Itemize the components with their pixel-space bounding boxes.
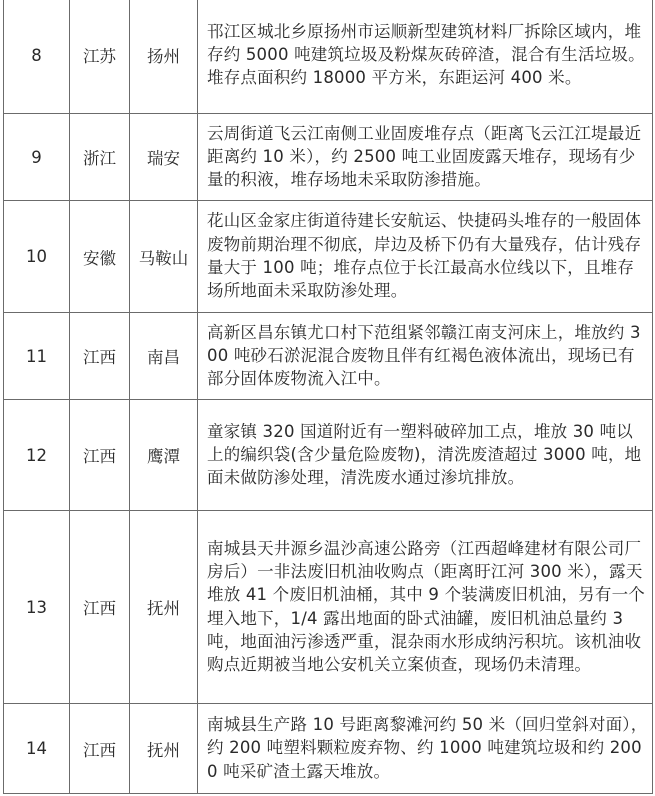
row-number: 8: [4, 0, 70, 114]
city-cell: 南昌: [130, 313, 198, 400]
table-row: [4, 313, 653, 400]
table-row: [4, 114, 653, 201]
province-cell: 江西: [70, 704, 130, 794]
province-cell: 江西: [70, 400, 130, 511]
table-row: [4, 400, 653, 511]
city-cell: 鹰潭: [130, 400, 198, 511]
city-cell: 抚州: [130, 511, 198, 704]
description-cell: [198, 201, 653, 313]
description-cell: [198, 0, 653, 114]
row-number: 10: [4, 201, 70, 313]
description-text: 云周街道飞云江南侧工业固废堆存点（距离飞云江江堤最近距离约 10 米），约 2500 吨工业固废露天堆存，现场有少量的积液，堆存场地未采取防渗措施。: [207, 123, 642, 190]
description-text: 花山区金家庄街道待建长安航运、快捷码头堆存的一般固体废物前期治理不彻底，岸边及桥下仍有大量残存，估计残存量大于 100 吨；堆存点位于长江最高水位线以下，且堆存场所地面未采取防渗处理。: [207, 211, 642, 301]
pollution-sites-table: [3, 0, 653, 794]
description-cell: [198, 704, 653, 794]
table-row: [4, 201, 653, 313]
city-cell: 扬州: [130, 0, 198, 114]
description-text: 南城县天井源乡温沙高速公路旁（江西超峰建材有限公司厂房后）一非法废旧机油收购点（距离盱江河 300 米），露天堆放 41 个废旧机油桶，其中 9 个装满废旧机油，另有一个埋入地下，1/4 露出地面的卧式油罐，废旧机油总量约 3 吨，地面油污渗透严重，混杂雨水形成纳污积坑。该机油收购点近期被当地公安机关立案侦查，现场仍未清理。: [207, 538, 645, 675]
table-row: [4, 704, 653, 794]
row-number: 14: [4, 704, 70, 794]
province-cell: 江苏: [70, 0, 130, 114]
table-row: [4, 511, 653, 704]
row-number: 12: [4, 400, 70, 511]
city-cell: 抚州: [130, 704, 198, 794]
table-row: [4, 0, 653, 114]
province-cell: 江西: [70, 313, 130, 400]
description-text: 邗江区城北乡原扬州市运顺新型建筑材料厂拆除区域内，堆存约 5000 吨建筑垃圾及粉煤灰砖碎渣，混合有生活垃圾。堆存点面积约 18000 平方米，东距运河 400 米。: [207, 21, 645, 88]
description-cell: [198, 313, 653, 400]
province-cell: 浙江: [70, 114, 130, 201]
city-cell: 马鞍山: [130, 201, 198, 313]
description-cell: [198, 114, 653, 201]
description-cell: [198, 400, 653, 511]
description-cell: [198, 511, 653, 704]
row-number: 13: [4, 511, 70, 704]
province-cell: 江西: [70, 511, 130, 704]
description-text: 南城县生产路 10 号距离黎滩河约 50 米（回归堂斜对面），约 200 吨塑料颗粒废弃物、约 1000 吨建筑垃圾和约 2000 吨采矿渣土露天堆放。: [207, 715, 648, 781]
province-cell: 安徽: [70, 201, 130, 313]
city-cell: 瑞安: [130, 114, 198, 201]
row-number: 9: [4, 114, 70, 201]
description-text: 童家镇 320 国道附近有一塑料破碎加工点，堆放 30 吨以上的编织袋(含少量危险废物)，清洗废渣超过 3000 吨，地面未做防渗处理，清洗废水通过渗坑排放。: [207, 421, 642, 488]
row-number: 11: [4, 313, 70, 400]
description-text: 高新区昌东镇尤口村下范组紧邻赣江南支河床上，堆放约 300 吨砂石淤泥混合废物且伴有红褐色液体流出，现场已有部分固体废物流入江中。: [207, 322, 641, 389]
